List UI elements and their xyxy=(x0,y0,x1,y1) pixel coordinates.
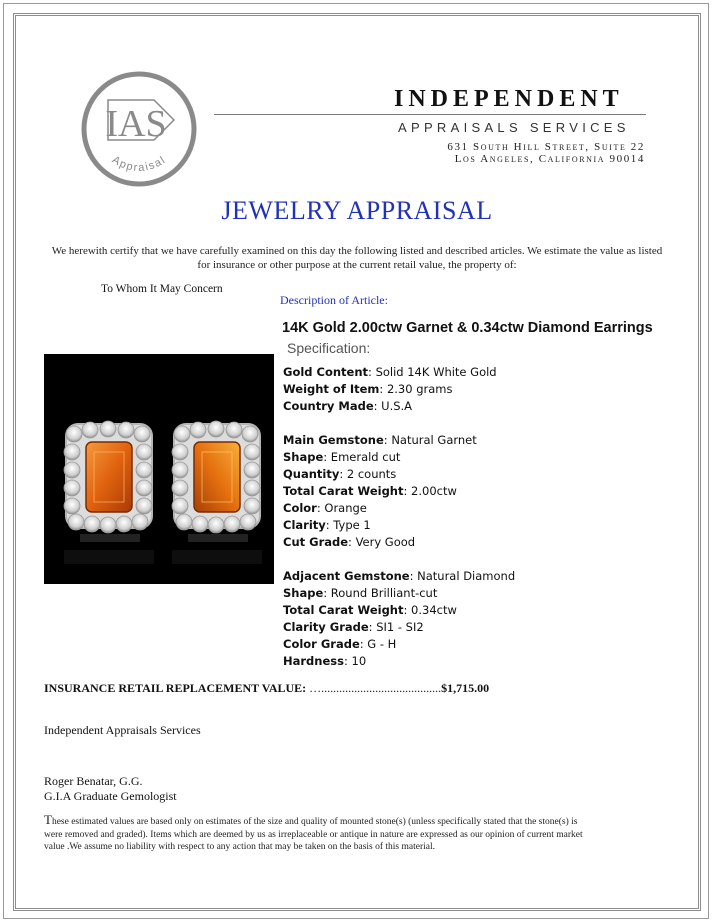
document-title: JEWELRY APPRAISAL xyxy=(221,196,493,225)
disclaimer-text: hese estimated values are based only on estimates of the size and quality of mounted stone(s) (unless specifically stated that the stone(s) is were removed and graded). Items which are deemed by us as irreplaceable or antique in nature are expressed as our opinion of current market value .We assume no liability with respect to any action that may be taken on the basis of this material. xyxy=(44,817,583,852)
right-earring xyxy=(172,421,260,542)
insurance-amount: $1,715.00 xyxy=(441,681,490,695)
disclaimer xyxy=(44,814,584,854)
left-earring xyxy=(64,421,152,542)
insurance-label: INSURANCE RETAIL REPLACEMENT VALUE: xyxy=(44,681,307,695)
spec-main-clarity: Clarity: Type 1 xyxy=(283,518,371,532)
specification-label: Specification: xyxy=(287,340,371,356)
company-name: INDEPENDENT xyxy=(394,86,624,112)
disclaimer-initial: T xyxy=(44,812,52,827)
certification-text: We herewith certify that we have carefully examined on this day the following listed and described articles. We estimate the value as listed for insurance or other purpose at the current retail value, the property of: xyxy=(51,245,663,271)
spec-main-quantity: Quantity: 2 counts xyxy=(283,467,397,481)
insurance-value xyxy=(44,681,489,696)
description-label: Description of Article: xyxy=(280,293,388,307)
item-title: 14K Gold 2.00ctw Garnet & 0.34ctw Diamond Earrings xyxy=(282,320,653,336)
logo-word: Appraisal xyxy=(109,153,169,175)
spec-adjacent-clarity: Clarity Grade: SI1 - SI2 xyxy=(283,620,424,634)
spec-main-cut: Cut Grade: Very Good xyxy=(283,535,416,549)
spec-main-carat: Total Carat Weight: 2.00ctw xyxy=(283,484,457,498)
signature-company: Independent Appraisals Services xyxy=(44,723,201,737)
spec-country: Country Made: U.S.A xyxy=(283,399,413,413)
spec-adjacent-shape: Shape: Round Brilliant-cut xyxy=(283,586,438,600)
company-subtitle: APPRAISALS SERVICES xyxy=(398,120,630,135)
spec-main-color: Color: Orange xyxy=(283,501,367,515)
spec-adjacent-carat: Total Carat Weight: 0.34ctw xyxy=(283,603,457,617)
address-line-2: Los Angeles, California 90014 xyxy=(454,153,645,165)
earrings-photo xyxy=(44,354,274,584)
spec-gold-content: Gold Content: Solid 14K White Gold xyxy=(283,365,497,379)
spec-main-shape: Shape: Emerald cut xyxy=(283,450,401,464)
appraiser-name: Roger Benatar, G.G. xyxy=(44,774,143,788)
spec-adjacent-hardness: Hardness: 10 xyxy=(283,654,367,668)
ias-logo xyxy=(80,70,198,188)
spec-main-gemstone: Main Gemstone: Natural Garnet xyxy=(283,433,477,447)
header-rule xyxy=(214,114,646,115)
spec-weight: Weight of Item: 2.30 grams xyxy=(283,382,453,396)
insurance-leader: …........................................ xyxy=(309,681,442,695)
appraiser-title: G.I.A Graduate Gemologist xyxy=(44,789,177,803)
recipient: To Whom It May Concern xyxy=(101,283,223,295)
specifications xyxy=(283,364,515,670)
logo-monogram: IAS xyxy=(105,103,167,145)
address-line-1: 631 South Hill Street, Suite 22 xyxy=(447,141,645,153)
spec-adjacent-gemstone: Adjacent Gemstone: Natural Diamond xyxy=(283,569,516,583)
spec-adjacent-color: Color Grade: G - H xyxy=(283,637,397,651)
